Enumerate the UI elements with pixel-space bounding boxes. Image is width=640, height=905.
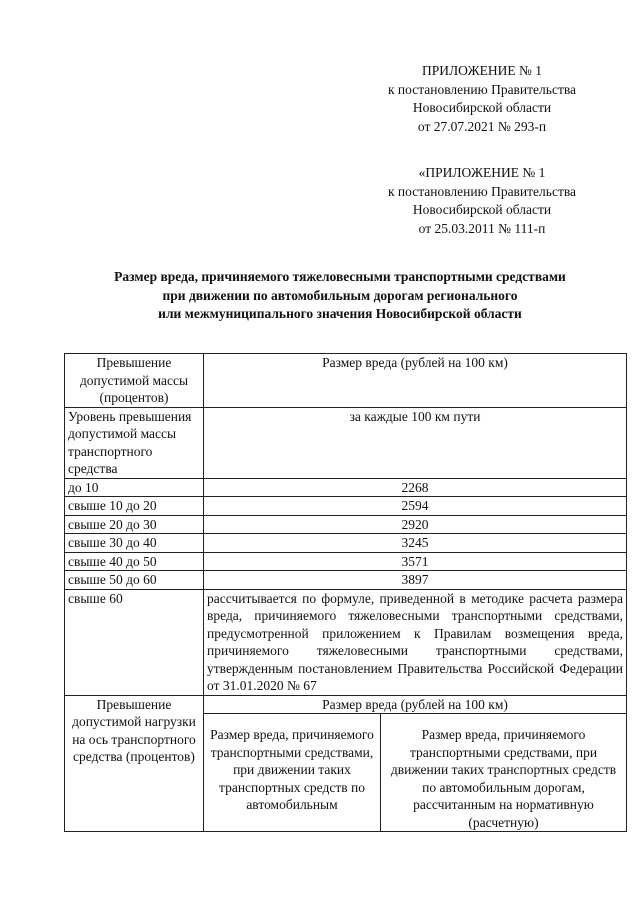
- table-row: [65, 571, 627, 590]
- row-value: 3897: [204, 571, 627, 590]
- harm-table: [64, 353, 627, 832]
- subheader-cell-harm-normative: Размер вреда, причиняемого транспортными средствами, при движении таких транспортных средств по автомобильным дорогам, рассчитанным на нормативную (расчетную): [381, 714, 627, 832]
- table-row: [65, 515, 627, 534]
- header-line: Новосибирской области: [412, 202, 552, 217]
- header-line: Новосибирской области: [412, 100, 552, 115]
- header-cell-harm-axle: Размер вреда (рублей на 100 км): [204, 695, 627, 714]
- table-row: [65, 534, 627, 553]
- row-level: свыше 40 до 50: [65, 552, 204, 571]
- row-level: свыше 30 до 40: [65, 534, 204, 553]
- row-level: до 10: [65, 478, 204, 497]
- header-approval-original: [372, 164, 592, 238]
- row-level: свыше 60: [65, 589, 204, 695]
- row-level: свыше 10 до 20: [65, 497, 204, 516]
- subheader-cell-harm-vehicles: Размер вреда, причиняемого транспортными средствами, при движении таких транспортных средств по автомобильным: [204, 714, 381, 832]
- row-value: 2268: [204, 478, 627, 497]
- axle-header-row: [65, 695, 627, 714]
- table-header-row: [65, 354, 627, 408]
- title-line: при движении по автомобильным дорогам регионального: [162, 287, 518, 303]
- row-value: 2594: [204, 497, 627, 516]
- row-value: 2920: [204, 515, 627, 534]
- table-subheader-row: [65, 407, 627, 478]
- table-row: [65, 478, 627, 497]
- row-level: свыше 50 до 60: [65, 571, 204, 590]
- title-line: Размер вреда, причиняемого тяжеловесными транспортными средствами: [114, 269, 566, 284]
- header-cell-mass: Превышение допустимой массы (процентов): [65, 354, 204, 408]
- subheader-cell-distance: за каждые 100 км пути: [204, 407, 627, 478]
- document-title: [60, 268, 620, 324]
- header-cell-harm: Размер вреда (рублей на 100 км): [204, 354, 627, 408]
- header-line: к постановлению Правительства: [387, 183, 577, 199]
- row-value: 3245: [204, 534, 627, 553]
- header-line: от 25.03.2011 № 111-п: [418, 220, 546, 236]
- subheader-cell-level: Уровень превышения допустимой массы транспортного средства: [65, 407, 204, 478]
- row-formula-text: рассчитывается по формуле, приведенной в методике расчета размера вреда, причиняемого тяжеловесными транспортными средствами, предусмотренной приложением к Правилам возмещения вреда, причиняемого тяжеловесными транспортными средствами, утвержденным постановлением Правительства Российской Федерации от 31.01.2020 № 67: [204, 589, 627, 695]
- header-cell-axle-load: Превышение допустимой нагрузки на ось транспортного средства (процентов): [65, 695, 204, 832]
- header-approval-current: [372, 62, 592, 136]
- header-line: «ПРИЛОЖЕНИЕ № 1: [418, 165, 546, 180]
- row-level: свыше 20 до 30: [65, 515, 204, 534]
- table-row: [65, 497, 627, 516]
- header-line: к постановлению Правительства: [387, 81, 577, 97]
- title-line: или межмуниципального значения Новосибирской области: [158, 306, 522, 321]
- header-line: ПРИЛОЖЕНИЕ № 1: [421, 63, 543, 78]
- header-line: от 27.07.2021 № 293-п: [417, 118, 547, 134]
- table-row: [65, 552, 627, 571]
- row-value: 3571: [204, 552, 627, 571]
- table-row-over-60: [65, 589, 627, 695]
